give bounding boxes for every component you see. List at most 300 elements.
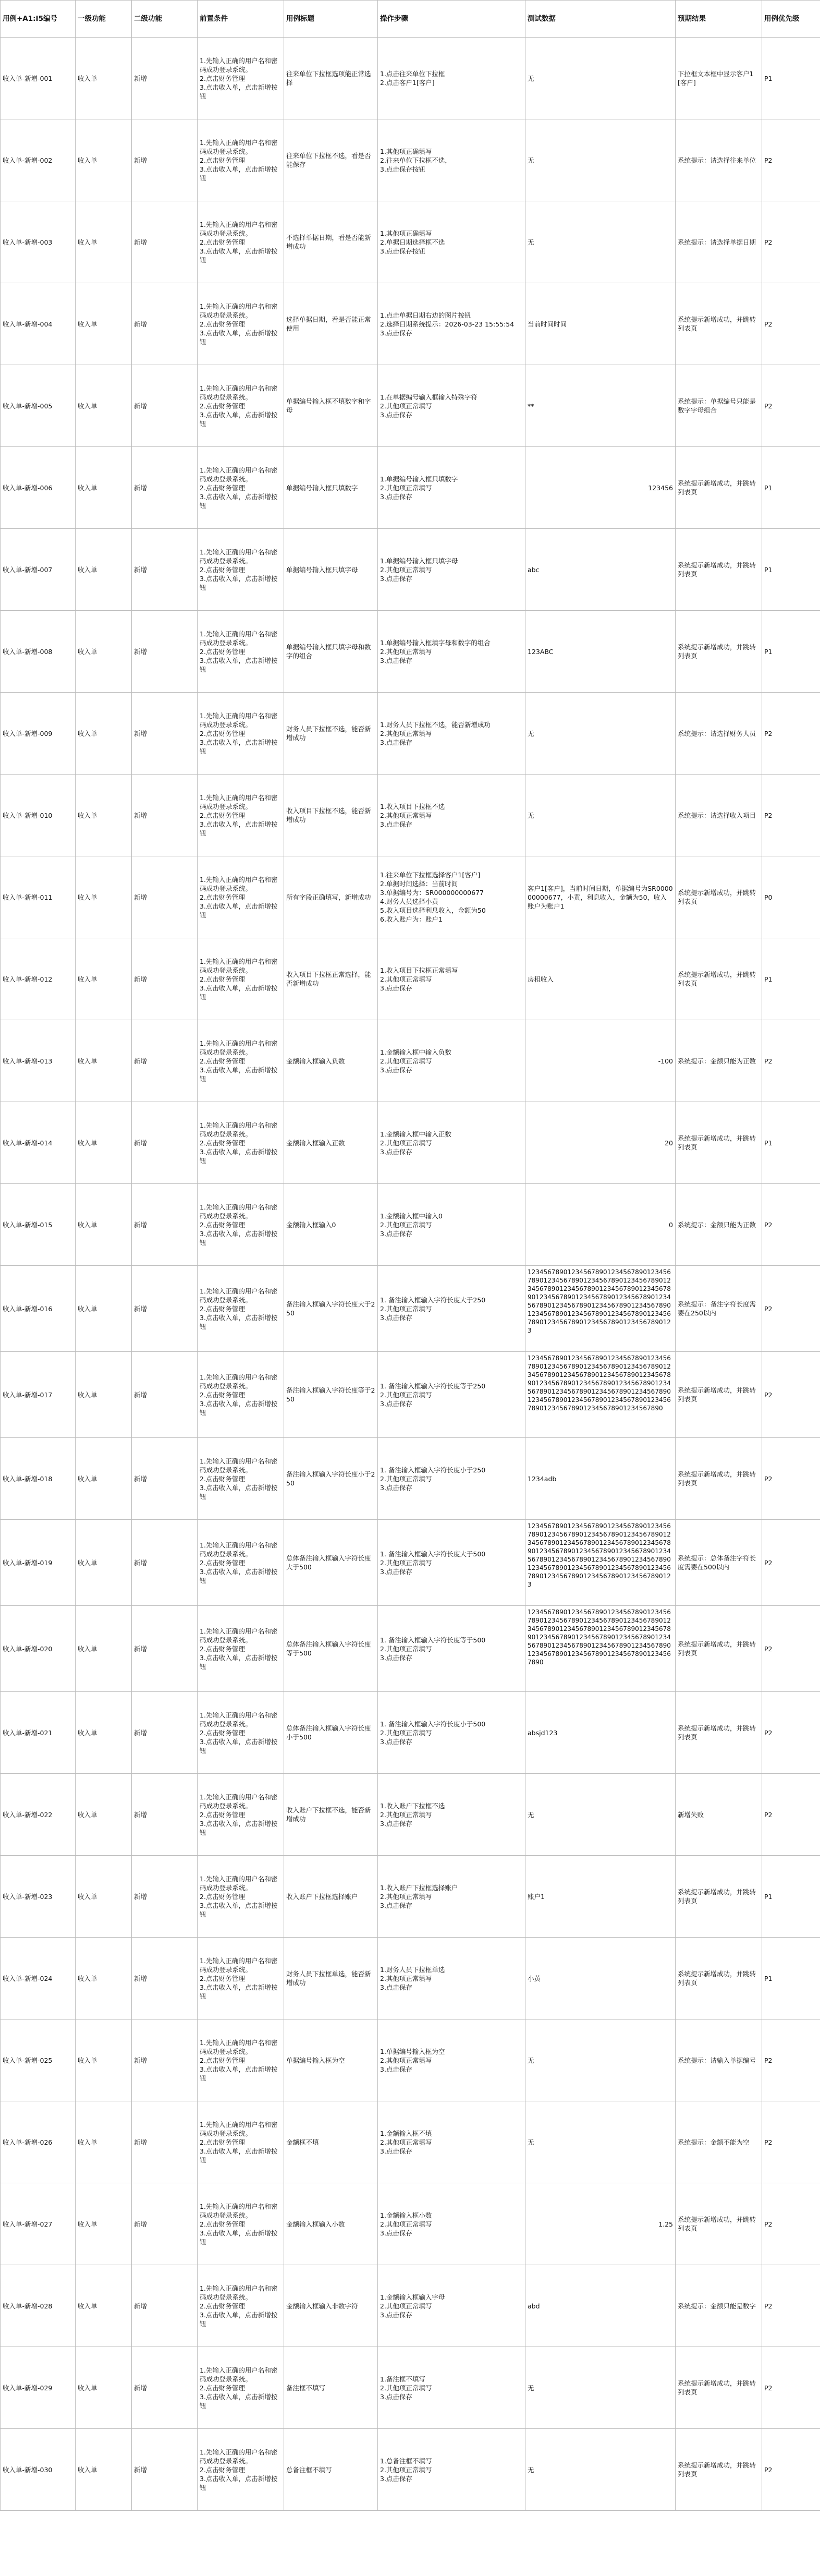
cell-case-id[interactable]: 收入单-新增-022 — [1, 1774, 76, 1856]
cell-expected-result[interactable]: 系统提示新增成功，并跳转列表页 — [676, 1102, 762, 1184]
cell-priority[interactable]: P2 — [762, 201, 820, 283]
cell-level2-function[interactable]: 新增 — [132, 693, 198, 775]
cell-case-id[interactable]: 收入单-新增-008 — [1, 611, 76, 693]
cell-steps[interactable]: 1.收入项目下拉框正常填写 2.其他项正常填写 3.点击保存 — [378, 938, 525, 1020]
cell-priority[interactable]: P2 — [762, 2429, 820, 2511]
cell-precondition[interactable]: 1.先输入正确的用户名和密码成功登录系统。 2.点击财务管理 3.点击收入单，点击新增按钮 — [198, 1692, 284, 1774]
cell-case-title[interactable]: 收入项目下拉框正常选择，能否新增成功 — [284, 938, 378, 1020]
cell-level1-function[interactable]: 收入单 — [76, 201, 132, 283]
cell-level1-function[interactable]: 收入单 — [76, 775, 132, 856]
cell-case-title[interactable]: 备注输入框输入字符长度大于250 — [284, 1266, 378, 1352]
cell-precondition[interactable]: 1.先输入正确的用户名和密码成功登录系统。 2.点击财务管理 3.点击收入单，点击新增按钮 — [198, 38, 284, 119]
cell-test-data[interactable]: 无 — [525, 2347, 676, 2429]
table-row — [1, 1102, 820, 1184]
cell-test-data[interactable]: 无 — [525, 775, 676, 856]
cell-precondition[interactable]: 1.先输入正确的用户名和密码成功登录系统。 2.点击财务管理 3.点击收入单，点击新增按钮 — [198, 2101, 284, 2183]
cell-expected-result[interactable]: 系统提示：请选择往来单位 — [676, 119, 762, 201]
cell-case-id[interactable]: 收入单-新增-021 — [1, 1692, 76, 1774]
cell-level2-function[interactable]: 新增 — [132, 201, 198, 283]
cell-steps[interactable]: 1.收入账户下拉框不选 2.其他项正常填写 3.点击保存 — [378, 1774, 525, 1856]
table-row — [1, 1774, 820, 1856]
cell-level2-function[interactable]: 新增 — [132, 1938, 198, 2019]
table-row — [1, 856, 820, 938]
cell-priority[interactable]: P1 — [762, 38, 820, 119]
cell-precondition[interactable]: 1.先输入正确的用户名和密码成功登录系统。 2.点击财务管理 3.点击收入单，点击新增按钮 — [198, 775, 284, 856]
cell-precondition[interactable]: 1.先输入正确的用户名和密码成功登录系统。 2.点击财务管理 3.点击收入单，点击新增按钮 — [198, 1266, 284, 1352]
cell-case-title[interactable]: 不选择单据日期，看是否能新增成功 — [284, 201, 378, 283]
cell-test-data[interactable]: 1234adb — [525, 1438, 676, 1520]
cell-test-data[interactable]: 无 — [525, 2429, 676, 2511]
cell-case-id[interactable]: 收入单-新增-026 — [1, 2101, 76, 2183]
cell-level2-function[interactable]: 新增 — [132, 2347, 198, 2429]
header-precondition[interactable]: 前置条件 — [198, 1, 284, 38]
cell-level1-function[interactable]: 收入单 — [76, 693, 132, 775]
cell-steps[interactable]: 1. 备注输入框输入字符长度小于500 2.其他项正常填写 3.点击保存 — [378, 1692, 525, 1774]
cell-test-data[interactable]: 无 — [525, 119, 676, 201]
cell-precondition[interactable]: 1.先输入正确的用户名和密码成功登录系统。 2.点击财务管理 3.点击收入单，点击新增按钮 — [198, 1856, 284, 1938]
header-expected-result[interactable]: 预期结果 — [676, 1, 762, 38]
cell-level1-function[interactable]: 收入单 — [76, 119, 132, 201]
cell-steps[interactable]: 1.单据编号输入框只填字母 2.其他项正常填写 3.点击保存 — [378, 529, 525, 611]
cell-expected-result[interactable]: 系统提示：单据编号只能是数字字母组合 — [676, 365, 762, 447]
cell-precondition[interactable]: 1.先输入正确的用户名和密码成功登录系统。 2.点击财务管理 3.点击收入单，点击新增按钮 — [198, 1020, 284, 1102]
cell-test-data[interactable]: 1.25 — [525, 2183, 676, 2265]
cell-priority[interactable]: P1 — [762, 1856, 820, 1938]
cell-test-data[interactable]: 无 — [525, 693, 676, 775]
cell-steps[interactable]: 1.金额输入框输入字母 2.其他项正常填写 3.点击保存 — [378, 2265, 525, 2347]
cell-test-data[interactable] — [525, 1266, 676, 1352]
cell-level2-function[interactable]: 新增 — [132, 1352, 198, 1438]
cell-precondition[interactable]: 1.先输入正确的用户名和密码成功登录系统。 2.点击财务管理 3.点击收入单，点击新增按钮 — [198, 2429, 284, 2511]
cell-case-id[interactable]: 收入单-新增-018 — [1, 1438, 76, 1520]
cell-case-id[interactable]: 收入单-新增-024 — [1, 1938, 76, 2019]
cell-steps[interactable]: 1.财务人员下拉框不选，能否新增成功 2.其他项正常填写 3.点击保存 — [378, 693, 525, 775]
cell-case-title[interactable]: 单据编号输入框只填字母 — [284, 529, 378, 611]
cell-expected-result[interactable]: 下拉框文本框中显示客户1[客户] — [676, 38, 762, 119]
cell-precondition[interactable]: 1.先输入正确的用户名和密码成功登录系统。 2.点击财务管理 3.点击收入单，点击新增按钮 — [198, 1938, 284, 2019]
cell-level1-function[interactable]: 收入单 — [76, 447, 132, 529]
cell-test-data[interactable]: 当前时间时间 — [525, 283, 676, 365]
cell-expected-result[interactable]: 系统提示：请选择财务人员 — [676, 693, 762, 775]
cell-level2-function[interactable]: 新增 — [132, 1856, 198, 1938]
cell-priority[interactable]: P2 — [762, 693, 820, 775]
cell-case-id[interactable]: 收入单-新增-029 — [1, 2347, 76, 2429]
cell-level1-function[interactable]: 收入单 — [76, 2429, 132, 2511]
cell-case-id[interactable]: 收入单-新增-002 — [1, 119, 76, 201]
test-data-text: 1234567890123456789012345678901234567890123456789012345678901234567890123456789012345678901234567890123456789012345678901234567890123456789012345678901234567890123456789012345678901234567890123456789012345678901234567890123456789012345678901234567890 — [528, 1354, 671, 1412]
cell-precondition[interactable]: 1.先输入正确的用户名和密码成功登录系统。 2.点击财务管理 3.点击收入单，点击新增按钮 — [198, 1774, 284, 1856]
cell-steps[interactable]: 1.备注框不填写 2.其他项正常填写 3.点击保存 — [378, 2347, 525, 2429]
cell-case-id[interactable]: 收入单-新增-028 — [1, 2265, 76, 2347]
cell-precondition[interactable]: 1.先输入正确的用户名和密码成功登录系统。 2.点击财务管理 3.点击收入单，点击新增按钮 — [198, 1352, 284, 1438]
cell-test-data[interactable]: 123ABC — [525, 611, 676, 693]
cell-level2-function[interactable]: 新增 — [132, 2429, 198, 2511]
cell-case-title[interactable]: 单据编号输入框只填字母和数字的组合 — [284, 611, 378, 693]
cell-case-id[interactable]: 收入单-新增-009 — [1, 693, 76, 775]
cell-case-title[interactable]: 收入账户下拉框选择账户 — [284, 1856, 378, 1938]
cell-test-data[interactable]: 房租收入 — [525, 938, 676, 1020]
header-case-title[interactable]: 用例标题 — [284, 1, 378, 38]
cell-test-data[interactable]: 无 — [525, 1774, 676, 1856]
cell-case-title[interactable]: 收入项目下拉框不选，能否新增成功 — [284, 775, 378, 856]
cell-expected-result[interactable]: 系统提示新增成功，并跳转列表页 — [676, 2183, 762, 2265]
cell-level2-function[interactable]: 新增 — [132, 611, 198, 693]
cell-precondition[interactable]: 1.先输入正确的用户名和密码成功登录系统。 2.点击财务管理 3.点击收入单，点击新增按钮 — [198, 693, 284, 775]
cell-priority[interactable]: P2 — [762, 1438, 820, 1520]
cell-steps[interactable]: 1. 备注输入框输入字符长度大于500 2.其他项正常填写 3.点击保存 — [378, 1520, 525, 1606]
cell-priority[interactable]: P0 — [762, 856, 820, 938]
cell-case-id[interactable]: 收入单-新增-023 — [1, 1856, 76, 1938]
cell-precondition[interactable]: 1.先输入正确的用户名和密码成功登录系统。 2.点击财务管理 3.点击收入单，点击新增按钮 — [198, 611, 284, 693]
cell-steps[interactable]: 1.单据编号输入框只填数字 2.其他项正常填写 3.点击保存 — [378, 447, 525, 529]
cell-test-data[interactable]: -100 — [525, 1020, 676, 1102]
cell-case-id[interactable]: 收入单-新增-013 — [1, 1020, 76, 1102]
cell-priority[interactable]: P2 — [762, 1606, 820, 1692]
cell-level1-function[interactable]: 收入单 — [76, 2265, 132, 2347]
table-row — [1, 283, 820, 365]
cell-steps[interactable]: 1.金额输入框中输入0 2.其他项正常填写 3.点击保存 — [378, 1184, 525, 1266]
cell-precondition[interactable]: 1.先输入正确的用户名和密码成功登录系统。 2.点击财务管理 3.点击收入单，点击新增按钮 — [198, 1438, 284, 1520]
cell-steps[interactable]: 1.点击往来单位下拉框 2.点击客户1[客户] — [378, 38, 525, 119]
cell-priority[interactable]: P2 — [762, 2101, 820, 2183]
cell-expected-result[interactable]: 系统提示新增成功，并跳转列表页 — [676, 611, 762, 693]
cell-level2-function[interactable]: 新增 — [132, 2265, 198, 2347]
header-test-data[interactable]: 测试数据 — [525, 1, 676, 38]
cell-level2-function[interactable]: 新增 — [132, 1774, 198, 1856]
cell-steps[interactable]: 1. 备注输入框输入字符长度小于250 2.其他项正常填写 3.点击保存 — [378, 1438, 525, 1520]
cell-test-data[interactable]: 小黄 — [525, 1938, 676, 2019]
cell-priority[interactable]: P2 — [762, 1774, 820, 1856]
cell-level2-function[interactable]: 新增 — [132, 1692, 198, 1774]
cell-test-data[interactable]: 客户1[客户]，当前时间日期，单据编号为SR000000000677，小黄，利息收入，金额为50，收入账户为账户1 — [525, 856, 676, 938]
cell-case-id[interactable]: 收入单-新增-030 — [1, 2429, 76, 2511]
cell-priority[interactable]: P1 — [762, 938, 820, 1020]
cell-precondition[interactable]: 1.先输入正确的用户名和密码成功登录系统。 2.点击财务管理 3.点击收入单，点击新增按钮 — [198, 856, 284, 938]
cell-precondition[interactable]: 1.先输入正确的用户名和密码成功登录系统。 2.点击财务管理 3.点击收入单，点击新增按钮 — [198, 2019, 284, 2101]
header-row — [1, 1, 820, 38]
cell-level2-function[interactable]: 新增 — [132, 365, 198, 447]
header-level1-function[interactable]: 一级功能 — [76, 1, 132, 38]
cell-level1-function[interactable]: 收入单 — [76, 1102, 132, 1184]
cell-precondition[interactable]: 1.先输入正确的用户名和密码成功登录系统。 2.点击财务管理 3.点击收入单，点击新增按钮 — [198, 447, 284, 529]
cell-level2-function[interactable]: 新增 — [132, 938, 198, 1020]
cell-priority[interactable]: P2 — [762, 1184, 820, 1266]
cell-case-id[interactable]: 收入单-新增-019 — [1, 1520, 76, 1606]
cell-case-id[interactable]: 收入单-新增-027 — [1, 2183, 76, 2265]
cell-test-data[interactable]: 123456 — [525, 447, 676, 529]
cell-precondition[interactable]: 1.先输入正确的用户名和密码成功登录系统。 2.点击财务管理 3.点击收入单，点击新增按钮 — [198, 201, 284, 283]
table-row — [1, 2429, 820, 2511]
cell-level2-function[interactable]: 新增 — [132, 1606, 198, 1692]
cell-steps[interactable]: 1.点击单据日期右边的图片按钮 2.选择日期系统提示：2026-03-23 15:55:54 3.点击保存 — [378, 283, 525, 365]
cell-expected-result[interactable]: 系统提示：备注字符长度需要在250以内 — [676, 1266, 762, 1352]
cell-precondition[interactable]: 1.先输入正确的用户名和密码成功登录系统。 2.点击财务管理 3.点击收入单，点击新增按钮 — [198, 2183, 284, 2265]
cell-expected-result[interactable]: 系统提示：金额只能是数字 — [676, 2265, 762, 2347]
header-case-id[interactable]: 用例+A1:I5编号 — [1, 1, 76, 38]
cell-test-data[interactable]: ** — [525, 365, 676, 447]
cell-case-id[interactable]: 收入单-新增-020 — [1, 1606, 76, 1692]
cell-priority[interactable]: P1 — [762, 611, 820, 693]
cell-level2-function[interactable]: 新增 — [132, 1266, 198, 1352]
cell-level1-function[interactable]: 收入单 — [76, 283, 132, 365]
cell-expected-result[interactable]: 系统提示新增成功，并跳转列表页 — [676, 1606, 762, 1692]
cell-case-id[interactable]: 收入单-新增-007 — [1, 529, 76, 611]
cell-priority[interactable]: P2 — [762, 1352, 820, 1438]
cell-test-data[interactable] — [525, 1520, 676, 1606]
cell-case-title[interactable]: 往来单位下拉框选项能正常选择 — [284, 38, 378, 119]
cell-level1-function[interactable]: 收入单 — [76, 856, 132, 938]
cell-case-title[interactable]: 金额输入框输入正数 — [284, 1102, 378, 1184]
cell-case-title[interactable]: 总体备注输入框输入字符长度小于500 — [284, 1692, 378, 1774]
cell-expected-result[interactable]: 系统提示：请选择收入项目 — [676, 775, 762, 856]
cell-case-title[interactable]: 备注输入框输入字符长度小于250 — [284, 1438, 378, 1520]
cell-test-data[interactable]: 无 — [525, 201, 676, 283]
cell-case-title[interactable]: 金额输入框输入0 — [284, 1184, 378, 1266]
cell-steps[interactable]: 1.金额输入框不填 2.其他项正常填写 3.点击保存 — [378, 2101, 525, 2183]
cell-case-title[interactable]: 金额输入框输入负数 — [284, 1020, 378, 1102]
cell-case-title[interactable]: 总备注框不填写 — [284, 2429, 378, 2511]
cell-level1-function[interactable]: 收入单 — [76, 1020, 132, 1102]
cell-precondition[interactable]: 1.先输入正确的用户名和密码成功登录系统。 2.点击财务管理 3.点击收入单，点击新增按钮 — [198, 938, 284, 1020]
cell-test-data[interactable]: 20 — [525, 1102, 676, 1184]
cell-expected-result[interactable]: 系统提示新增成功，并跳转列表页 — [676, 2347, 762, 2429]
cell-case-id[interactable]: 收入单-新增-015 — [1, 1184, 76, 1266]
cell-case-id[interactable]: 收入单-新增-006 — [1, 447, 76, 529]
cell-steps[interactable]: 1.总备注框不填写 2.其他项正常填写 3.点击保存 — [378, 2429, 525, 2511]
cell-expected-result[interactable]: 系统提示：总体备注字符长度需要在500以内 — [676, 1520, 762, 1606]
cell-level2-function[interactable]: 新增 — [132, 1184, 198, 1266]
table-row — [1, 1184, 820, 1266]
cell-case-title[interactable]: 选择单据日期，看是否能正常使用 — [284, 283, 378, 365]
test-data-text: 1234567890123456789012345678901234567890123456789012345678901234567890123456789012345678901234567890123456789012345678901234567890123456789012345678901234567890123456789012345678901234567890123456789012345678901234567890123456789012345678901234567890123 — [528, 1268, 671, 1334]
cell-priority[interactable]: P2 — [762, 119, 820, 201]
table-row — [1, 1020, 820, 1102]
cell-level2-function[interactable]: 新增 — [132, 2019, 198, 2101]
cell-case-title[interactable]: 总体备注输入框输入字符长度大于500 — [284, 1520, 378, 1606]
cell-case-title[interactable]: 总体备注输入框输入字符长度等于500 — [284, 1606, 378, 1692]
test-data-text: 1234567890123456789012345678901234567890123456789012345678901234567890123456789012345678901234567890123456789012345678901234567890123456789012345678901234567890123456789012345678901234567890123456789012345678901234567890123456789012345678901234567890123 — [528, 1522, 671, 1588]
cell-case-title[interactable]: 财务人员下拉框单选，能否新增成功 — [284, 1938, 378, 2019]
cell-case-title[interactable]: 单据编号输入框只填数字 — [284, 447, 378, 529]
cell-precondition[interactable]: 1.先输入正确的用户名和密码成功登录系统。 2.点击财务管理 3.点击收入单，点击新增按钮 — [198, 529, 284, 611]
cell-level1-function[interactable]: 收入单 — [76, 1184, 132, 1266]
cell-steps[interactable]: 1. 备注输入框输入字符长度等于250 2.其他项正常填写 3.点击保存 — [378, 1352, 525, 1438]
cell-level2-function[interactable]: 新增 — [132, 1520, 198, 1606]
table-row — [1, 529, 820, 611]
cell-priority[interactable]: P2 — [762, 1266, 820, 1352]
cell-expected-result[interactable]: 系统提示新增成功，并跳转列表页 — [676, 938, 762, 1020]
cell-precondition[interactable]: 1.先输入正确的用户名和密码成功登录系统。 2.点击财务管理 3.点击收入单，点击新增按钮 — [198, 1184, 284, 1266]
cell-priority[interactable]: P1 — [762, 529, 820, 611]
cell-expected-result[interactable]: 系统提示新增成功，并跳转列表页 — [676, 1856, 762, 1938]
cell-expected-result[interactable]: 系统提示新增成功，并跳转列表页 — [676, 1352, 762, 1438]
cell-steps[interactable]: 1. 备注输入框输入字符长度大于250 2.其他项正常填写 3.点击保存 — [378, 1266, 525, 1352]
cell-case-title[interactable]: 金额输入框输入小数 — [284, 2183, 378, 2265]
cell-expected-result[interactable]: 系统提示新增成功，并跳转列表页 — [676, 856, 762, 938]
cell-level1-function[interactable]: 收入单 — [76, 2101, 132, 2183]
cell-steps[interactable]: 1.收入项目下拉框不选 2.其他项正常填写 3.点击保存 — [378, 775, 525, 856]
cell-precondition[interactable]: 1.先输入正确的用户名和密码成功登录系统。 2.点击财务管理 3.点击收入单，点击新增按钮 — [198, 2347, 284, 2429]
cell-priority[interactable]: P2 — [762, 2183, 820, 2265]
cell-level2-function[interactable]: 新增 — [132, 856, 198, 938]
cell-case-id[interactable]: 收入单-新增-017 — [1, 1352, 76, 1438]
cell-case-title[interactable]: 财务人员下拉框不选，能否新增成功 — [284, 693, 378, 775]
cell-priority[interactable]: P2 — [762, 1520, 820, 1606]
cell-priority[interactable]: P2 — [762, 2347, 820, 2429]
cell-level2-function[interactable]: 新增 — [132, 1438, 198, 1520]
cell-case-title[interactable]: 所有字段正确填写，新增成功 — [284, 856, 378, 938]
cell-level1-function[interactable]: 收入单 — [76, 1606, 132, 1692]
test-data-text: 1234567890123456789012345678901234567890123456789012345678901234567890123456789012345678901234567890123456789012345678901234567890123456789012345678901234567890123456789012345678901234567890123456789012345678901234567890 — [528, 1609, 671, 1666]
cell-case-id[interactable]: 收入单-新增-003 — [1, 201, 76, 283]
cell-test-data[interactable] — [525, 1352, 676, 1438]
cell-case-title[interactable]: 金额框不填 — [284, 2101, 378, 2183]
cell-test-data[interactable]: 无 — [525, 2019, 676, 2101]
cell-expected-result[interactable]: 系统提示新增成功，并跳转列表页 — [676, 283, 762, 365]
cell-level2-function[interactable]: 新增 — [132, 775, 198, 856]
cell-priority[interactable]: P1 — [762, 1102, 820, 1184]
cell-priority[interactable]: P2 — [762, 1692, 820, 1774]
cell-precondition[interactable]: 1.先输入正确的用户名和密码成功登录系统。 2.点击财务管理 3.点击收入单，点击新增按钮 — [198, 365, 284, 447]
cell-priority[interactable]: P1 — [762, 447, 820, 529]
cell-level1-function[interactable]: 收入单 — [76, 611, 132, 693]
cell-case-id[interactable]: 收入单-新增-001 — [1, 38, 76, 119]
cell-steps[interactable]: 1.收入账户下拉框选择账户 2.其他项正常填写 3.点击保存 — [378, 1856, 525, 1938]
table-row — [1, 1520, 820, 1606]
cell-level2-function[interactable]: 新增 — [132, 2183, 198, 2265]
cell-steps[interactable]: 1.金额输入框中输入负数 2.其他项正常填写 3.点击保存 — [378, 1020, 525, 1102]
cell-test-data[interactable]: absjd123 — [525, 1692, 676, 1774]
cell-expected-result[interactable]: 系统提示新增成功，并跳转列表页 — [676, 529, 762, 611]
cell-priority[interactable]: P2 — [762, 283, 820, 365]
cell-level1-function[interactable]: 收入单 — [76, 938, 132, 1020]
table-row — [1, 365, 820, 447]
cell-level2-function[interactable]: 新增 — [132, 38, 198, 119]
cell-case-title[interactable]: 备注框不填写 — [284, 2347, 378, 2429]
cell-level2-function[interactable]: 新增 — [132, 283, 198, 365]
cell-test-data[interactable]: abd — [525, 2265, 676, 2347]
cell-level1-function[interactable]: 收入单 — [76, 1774, 132, 1856]
cell-level2-function[interactable]: 新增 — [132, 1102, 198, 1184]
cell-case-id[interactable]: 收入单-新增-014 — [1, 1102, 76, 1184]
cell-priority[interactable]: P2 — [762, 365, 820, 447]
cell-steps[interactable]: 1.其他项正确填写 2.单据日期选择框不选 3.点击保存按钮 — [378, 201, 525, 283]
cell-level1-function[interactable]: 收入单 — [76, 365, 132, 447]
cell-case-title[interactable]: 收入账户下拉框不选，能否新增成功 — [284, 1774, 378, 1856]
cell-level1-function[interactable]: 收入单 — [76, 1438, 132, 1520]
header-steps[interactable]: 操作步骤 — [378, 1, 525, 38]
cell-case-id[interactable]: 收入单-新增-011 — [1, 856, 76, 938]
cell-precondition[interactable]: 1.先输入正确的用户名和密码成功登录系统。 2.点击财务管理 3.点击收入单，点击新增按钮 — [198, 1102, 284, 1184]
cell-expected-result[interactable]: 系统提示：金额只能为正数 — [676, 1020, 762, 1102]
cell-test-data[interactable]: 无 — [525, 38, 676, 119]
cell-steps[interactable]: 1.其他项正确填写 2.往来单位下拉框不选， 3.点击保存按钮 — [378, 119, 525, 201]
cell-case-id[interactable]: 收入单-新增-025 — [1, 2019, 76, 2101]
cell-case-id[interactable]: 收入单-新增-012 — [1, 938, 76, 1020]
cell-precondition[interactable]: 1.先输入正确的用户名和密码成功登录系统。 2.点击财务管理 3.点击收入单，点击新增按钮 — [198, 1606, 284, 1692]
cell-expected-result[interactable]: 系统提示新增成功，并跳转列表页 — [676, 2429, 762, 2511]
cell-case-title[interactable]: 往来单位下拉框不选，看是否能保存 — [284, 119, 378, 201]
header-priority[interactable]: 用例优先级 — [762, 1, 820, 38]
cell-case-title[interactable]: 备注输入框输入字符长度等于250 — [284, 1352, 378, 1438]
cell-case-id[interactable]: 收入单-新增-016 — [1, 1266, 76, 1352]
cell-level1-function[interactable]: 收入单 — [76, 529, 132, 611]
cell-steps[interactable]: 1.单据编号输入框填字母和数字的组合 2.其他项正常填写 3.点击保存 — [378, 611, 525, 693]
cell-level1-function[interactable]: 收入单 — [76, 2347, 132, 2429]
cell-steps[interactable]: 1.往来单位下拉框选择客户1[客户] 2.单据时间选择：当前时间 3.单据编号为：SR000000000677 4.财务人员选择小黄 5.收入项目选择利息收入，金额为50 6.收入账户为：账户1 — [378, 856, 525, 938]
cell-priority[interactable]: P2 — [762, 775, 820, 856]
cell-expected-result[interactable]: 系统提示：金额只能为正数 — [676, 1184, 762, 1266]
cell-expected-result[interactable]: 系统提示新增成功，并跳转列表页 — [676, 1438, 762, 1520]
cell-level1-function[interactable]: 收入单 — [76, 1266, 132, 1352]
cell-expected-result[interactable]: 系统提示：请选择单据日期 — [676, 201, 762, 283]
cell-expected-result[interactable]: 系统提示新增成功，并跳转列表页 — [676, 1938, 762, 2019]
cell-level1-function[interactable]: 收入单 — [76, 1938, 132, 2019]
cell-precondition[interactable]: 1.先输入正确的用户名和密码成功登录系统。 2.点击财务管理 3.点击收入单，点击新增按钮 — [198, 1520, 284, 1606]
cell-steps[interactable]: 1.在单据编号输入框输入特殊字符 2.其他项正常填写 3.点击保存 — [378, 365, 525, 447]
cell-level1-function[interactable]: 收入单 — [76, 2183, 132, 2265]
cell-case-id[interactable]: 收入单-新增-010 — [1, 775, 76, 856]
cell-test-data[interactable]: 账户1 — [525, 1856, 676, 1938]
cell-priority[interactable]: P2 — [762, 2019, 820, 2101]
cell-expected-result[interactable]: 系统提示：金额不能为空 — [676, 2101, 762, 2183]
cell-level2-function[interactable]: 新增 — [132, 119, 198, 201]
cell-test-data[interactable]: 0 — [525, 1184, 676, 1266]
cell-level1-function[interactable]: 收入单 — [76, 1692, 132, 1774]
table-row — [1, 775, 820, 856]
cell-expected-result[interactable]: 系统提示新增成功，并跳转列表页 — [676, 1692, 762, 1774]
cell-steps[interactable]: 1.金额输入框中输入正数 2.其他项正常填写 3.点击保存 — [378, 1102, 525, 1184]
cell-priority[interactable]: P1 — [762, 1938, 820, 2019]
cell-expected-result[interactable]: 系统提示新增成功，并跳转列表页 — [676, 447, 762, 529]
cell-case-id[interactable]: 收入单-新增-004 — [1, 283, 76, 365]
cell-steps[interactable]: 1.单据编号输入框为空 2.其他项正常填写 3.点击保存 — [378, 2019, 525, 2101]
cell-case-title[interactable]: 金额输入框输入非数字符 — [284, 2265, 378, 2347]
cell-steps[interactable]: 1.金额输入框小数 2.其他项正常填写 3.点击保存 — [378, 2183, 525, 2265]
cell-priority[interactable]: P2 — [762, 2265, 820, 2347]
cell-expected-result[interactable]: 系统提示：请输入单据编号 — [676, 2019, 762, 2101]
cell-level1-function[interactable]: 收入单 — [76, 1352, 132, 1438]
cell-level1-function[interactable]: 收入单 — [76, 38, 132, 119]
cell-precondition[interactable]: 1.先输入正确的用户名和密码成功登录系统。 2.点击财务管理 3.点击收入单，点击新增按钮 — [198, 119, 284, 201]
table-row — [1, 2347, 820, 2429]
cell-test-data[interactable]: 无 — [525, 2101, 676, 2183]
cell-test-data[interactable]: abc — [525, 529, 676, 611]
cell-precondition[interactable]: 1.先输入正确的用户名和密码成功登录系统。 2.点击财务管理 3.点击收入单，点击新增按钮 — [198, 283, 284, 365]
cell-steps[interactable]: 1. 备注输入框输入字符长度等于500 2.其他项正常填写 3.点击保存 — [378, 1606, 525, 1692]
cell-precondition[interactable]: 1.先输入正确的用户名和密码成功登录系统。 2.点击财务管理 3.点击收入单，点击新增按钮 — [198, 2265, 284, 2347]
cell-case-title[interactable]: 单据编号输入框为空 — [284, 2019, 378, 2101]
cell-level2-function[interactable]: 新增 — [132, 447, 198, 529]
header-level2-function[interactable]: 二级功能 — [132, 1, 198, 38]
cell-level1-function[interactable]: 收入单 — [76, 2019, 132, 2101]
cell-level1-function[interactable]: 收入单 — [76, 1520, 132, 1606]
cell-level1-function[interactable]: 收入单 — [76, 1856, 132, 1938]
cell-level2-function[interactable]: 新增 — [132, 529, 198, 611]
cell-level2-function[interactable]: 新增 — [132, 2101, 198, 2183]
cell-level2-function[interactable]: 新增 — [132, 1020, 198, 1102]
cell-case-title[interactable]: 单据编号输入框不填数字和字母 — [284, 365, 378, 447]
cell-steps[interactable]: 1.财务人员下拉框单选 2.其他项正常填写 3.点击保存 — [378, 1938, 525, 2019]
table-row — [1, 1606, 820, 1692]
cell-test-data[interactable] — [525, 1606, 676, 1692]
cell-priority[interactable]: P2 — [762, 1020, 820, 1102]
cell-case-id[interactable]: 收入单-新增-005 — [1, 365, 76, 447]
cell-expected-result[interactable]: 新增失败 — [676, 1774, 762, 1856]
table-row — [1, 2019, 820, 2101]
table-row — [1, 201, 820, 283]
table-row — [1, 1266, 820, 1352]
